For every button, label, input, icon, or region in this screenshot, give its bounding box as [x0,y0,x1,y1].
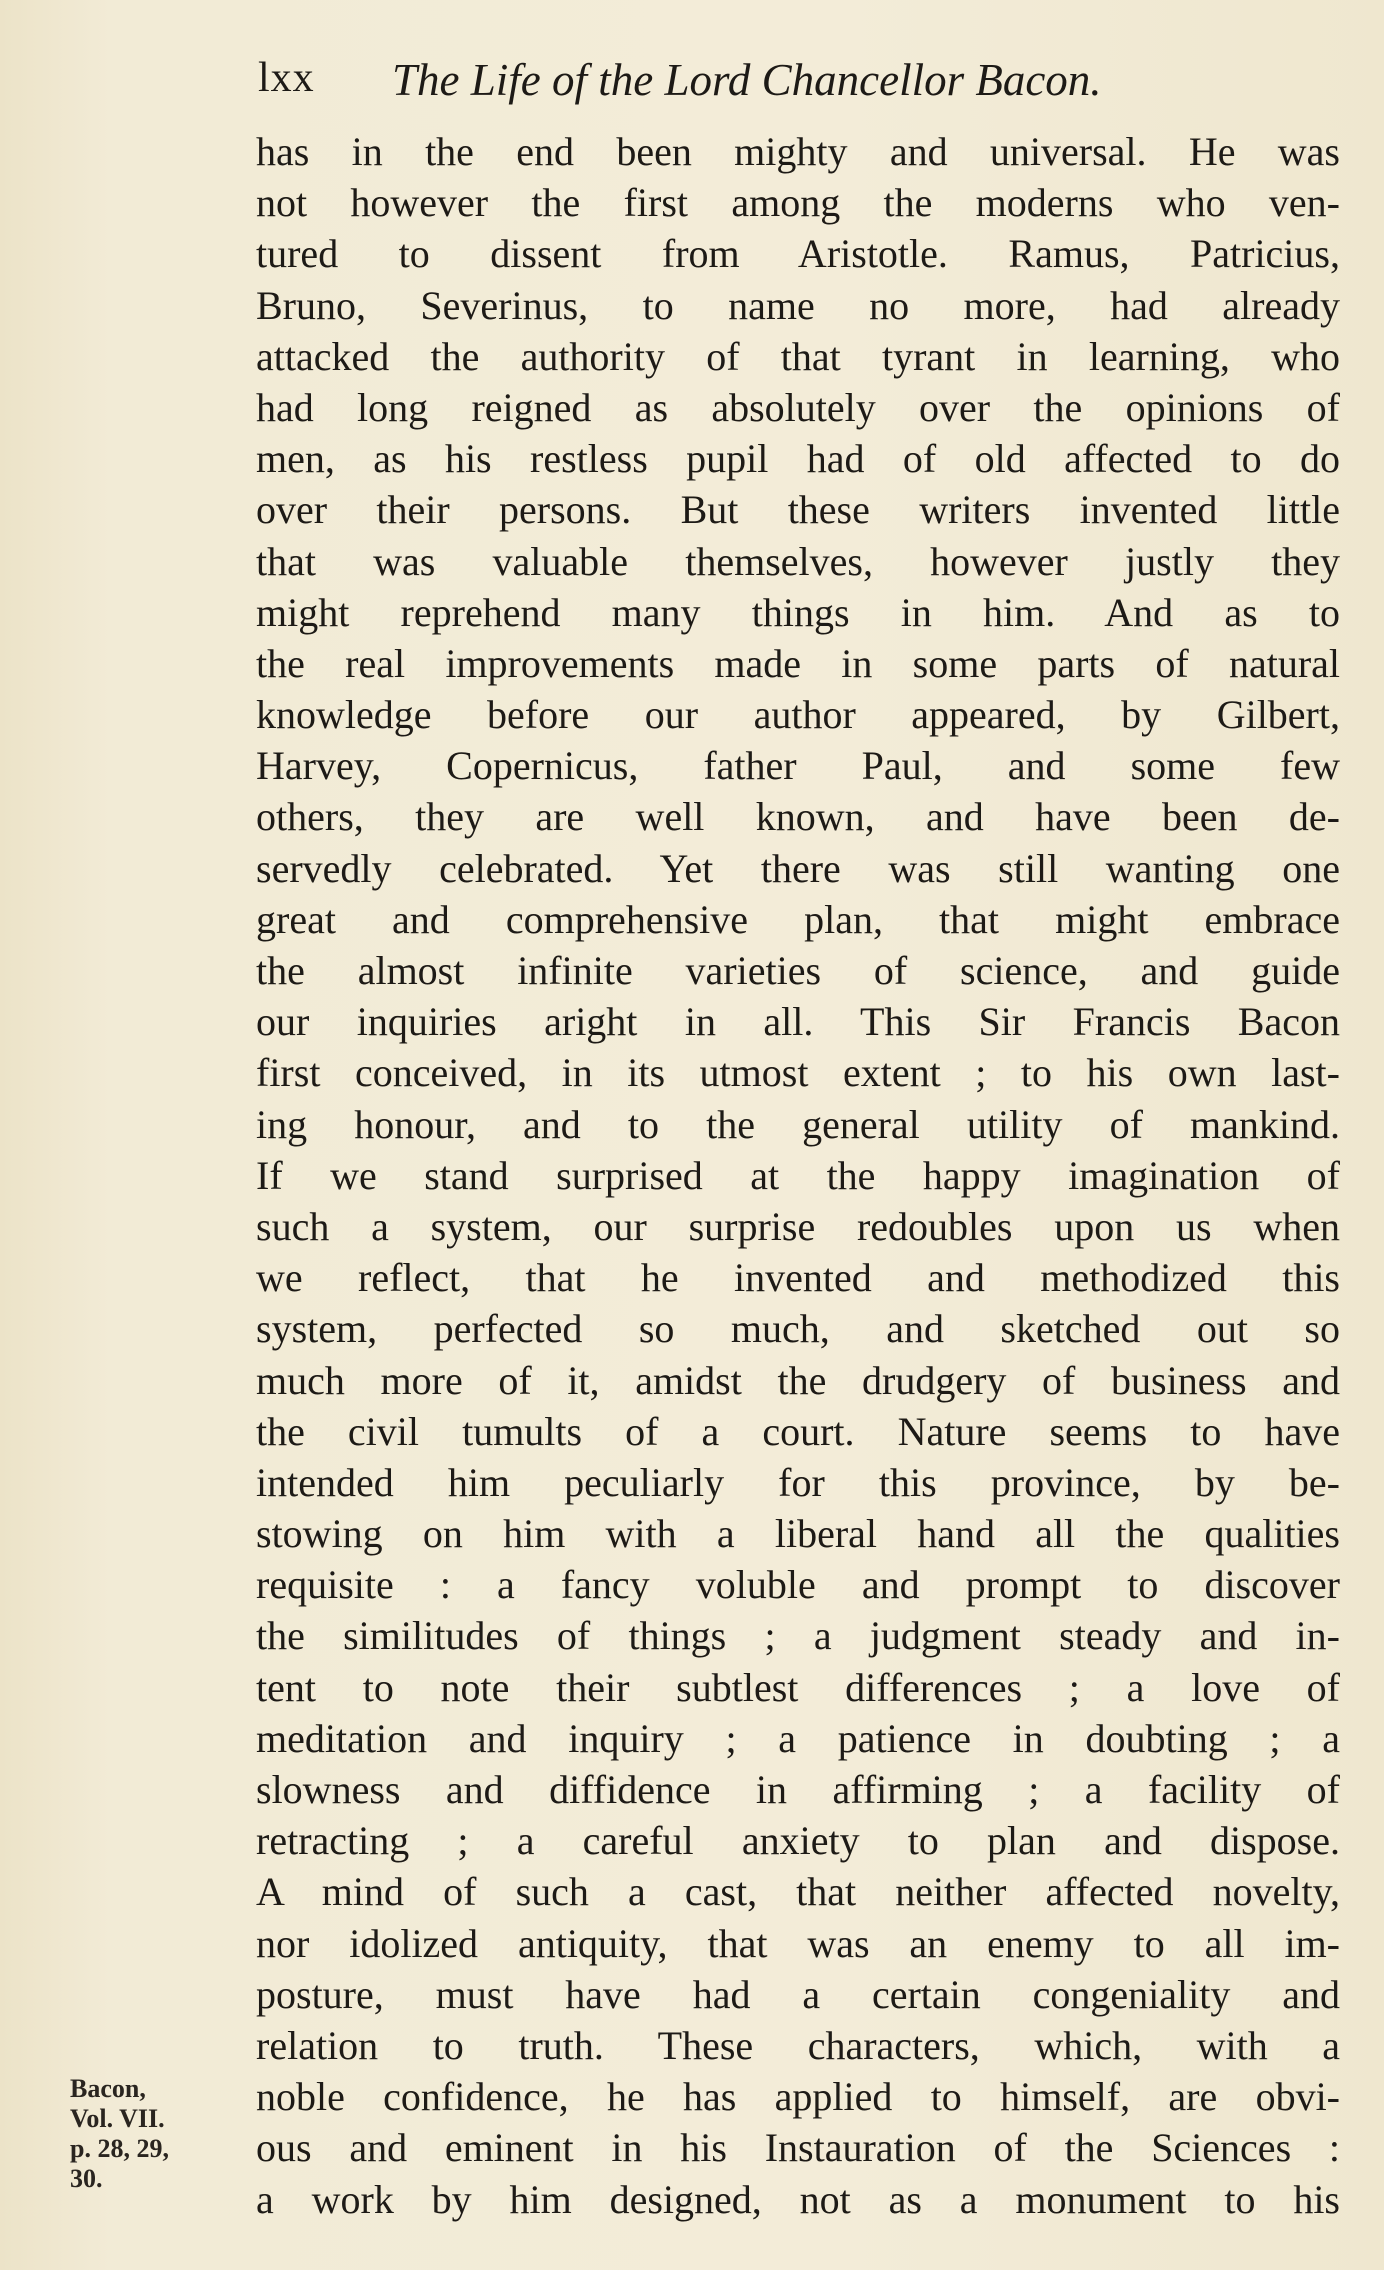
text-line: system, perfected so much, and sketched out so [256,1306,1340,1352]
text-line: much more of it, amidst the drudgery of business and [256,1357,1340,1403]
text-line: noble confidence, he has applied to himself, are obvi- [256,2074,1340,2120]
text-line: not however the first among the moderns who ven- [256,180,1340,226]
running-title: The Life of the Lord Chancellor Bacon. [392,55,1102,105]
text-line: ous and eminent in his Instauration of the Sciences : [256,2125,1340,2171]
text-line: such a system, our surprise redoubles upon us when [256,1203,1340,1249]
text-line: great and comprehensive plan, that might embrace [256,896,1340,942]
text-line: meditation and inquiry ; a patience in doubting ; a [256,1715,1340,1761]
text-line: that was valuable themselves, however justly they [256,538,1340,584]
text-line: men, as his restless pupil had of old affected to do [256,436,1340,482]
text-line: intended him peculiarly for this province, by be- [256,1459,1340,1505]
text-line: ing honour, and to the general utility of mankind. [256,1101,1340,1147]
text-line: might reprehend many things in him. And as to [256,589,1340,635]
text-line: posture, must have had a certain congeniality and [256,1971,1340,2017]
text-line: retracting ; a careful anxiety to plan and dispose. [256,1818,1340,1864]
text-line: Harvey, Copernicus, father Paul, and some few [256,743,1340,789]
margin-citation-line: 30. [70,2164,103,2193]
text-line: first conceived, in its utmost extent ; to his own last- [256,1050,1340,1096]
body-text [256,126,1340,2225]
text-line: had long reigned as absolutely over the opinions of [256,384,1340,430]
text-line: the similitudes of things ; a judgment steady and in- [256,1613,1340,1659]
text-line: If we stand surprised at the happy imagination of [256,1152,1340,1198]
text-line: servedly celebrated. Yet there was still wanting one [256,845,1340,891]
text-line: slowness and diffidence in affirming ; a facility of [256,1767,1340,1812]
text-line: over their persons. But these writers invented little [256,487,1340,533]
margin-citation [70,2074,230,2194]
text-line: our inquiries aright in all. This Sir Francis Bacon [256,999,1340,1045]
text-line: the real improvements made in some parts of natural [256,640,1340,686]
text-line: Bruno, Severinus, to name no more, had already [256,282,1340,328]
text-line: relation to truth. These characters, which, with a [256,2022,1340,2068]
text-line: stowing on him with a liberal hand all the qualities [256,1511,1340,1557]
text-line: the civil tumults of a court. Nature seems to have [256,1408,1340,1454]
text-line: tured to dissent from Aristotle. Ramus, Patricius, [256,231,1340,277]
text-line: a work by him designed, not as a monument to his [256,2176,1340,2222]
text-line: the almost infinite varieties of science, and guide [256,948,1340,993]
margin-citation-line: Vol. VII. [70,2104,165,2133]
text-line: knowledge before our author appeared, by Gilbert, [256,692,1340,738]
text-line: has in the end been mighty and universal. He was [256,129,1340,174]
page-number: lxx [258,55,315,101]
text-line: we reflect, that he invented and methodized this [256,1255,1340,1301]
margin-citation-line: p. 28, 29, [70,2134,169,2163]
text-line: requisite : a fancy voluble and prompt to discover [256,1562,1340,1608]
text-line: tent to note their subtlest differences ; a love of [256,1664,1340,1710]
text-line: attacked the authority of that tyrant in learning, who [256,333,1340,379]
text-line: A mind of such a cast, that neither affected novelty, [256,1869,1340,1915]
text-line: nor idolized antiquity, that was an enemy to all im- [256,1920,1340,1966]
margin-citation-line: Bacon, [70,2074,146,2103]
text-line: others, they are well known, and have been de- [256,794,1340,840]
running-head [258,48,1218,112]
